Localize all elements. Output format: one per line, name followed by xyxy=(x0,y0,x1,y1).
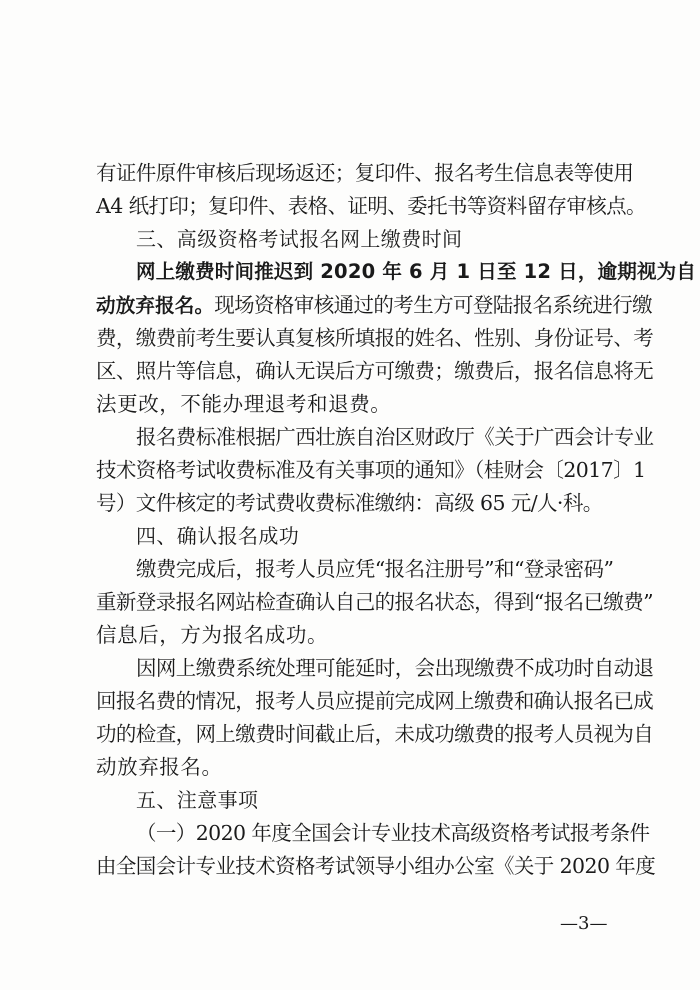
body-text-line: 因网上缴费系统处理可能延时，会出现缴费不成功时自动退 xyxy=(136,656,654,680)
section-heading: 三、高级资格考试报名网上缴费时间 xyxy=(136,227,463,251)
body-text-line: 费，缴费前考生要认真复核所填报的姓名、性别、身份证号、考 xyxy=(96,326,654,350)
body-text-line: （一）2020 年度全国会计专业技术高级资格考试报考条件 xyxy=(136,821,650,845)
body-text-line: 报名费标准根据广西壮族自治区财政厅《关于广西会计专业 xyxy=(136,425,654,449)
body-text-line: 法更改，不能办理退考和退费。 xyxy=(96,392,392,416)
body-text-line: 动放弃报名。 xyxy=(96,755,223,779)
body-text-line: A4 纸打印；复印件、表格、证明、委托书等资料留存审核点。 xyxy=(96,194,646,218)
bold-text-span: 动放弃报名。 xyxy=(96,294,215,317)
body-text-line xyxy=(96,290,653,321)
body-text-line: 技术资格考试收费标准及有关事项的通知》（桂财会〔2017〕1 xyxy=(96,458,646,482)
body-text-line: 区、照片等信息，确认无误后方可缴费；缴费后，报名信息将无 xyxy=(96,359,654,383)
body-text-line: 信息后，方为报名成功。 xyxy=(96,623,329,647)
page-number: —3— xyxy=(560,913,608,934)
bold-text-line: 网上缴费时间推迟到 2020 年 6 月 1 日至 12 日，逾期视为自 xyxy=(136,260,697,283)
body-text-line: 缴费完成后，报考人员应凭“报名注册号”和“登录密码” xyxy=(136,557,614,581)
body-text-line: 有证件原件审核后现场返还；复印件、报名考生信息表等使用 xyxy=(96,161,634,185)
body-text-line: 功的检查，网上缴费时间截止后，未成功缴费的报考人员视为自 xyxy=(96,722,654,746)
body-text-line: 由全国会计专业技术资格考试领导小组办公室《关于 2020 年度 xyxy=(96,854,656,878)
section-heading: 五、注意事项 xyxy=(136,788,259,812)
body-text-line: 重新登录报名网站检查确认自己的报名状态，得到“报名已缴费” xyxy=(96,590,654,614)
body-text-line: 回报名费的情况，报考人员应提前完成网上缴费和确认报名已成 xyxy=(96,689,654,713)
body-text-line: 号）文件核定的考试费收费标准缴纳：高级 65 元/人·科。 xyxy=(96,491,603,515)
body-text-span: 现场资格审核通过的考生方可登陆报名系统进行缴 xyxy=(214,293,653,317)
section-heading: 四、确认报名成功 xyxy=(136,524,300,548)
